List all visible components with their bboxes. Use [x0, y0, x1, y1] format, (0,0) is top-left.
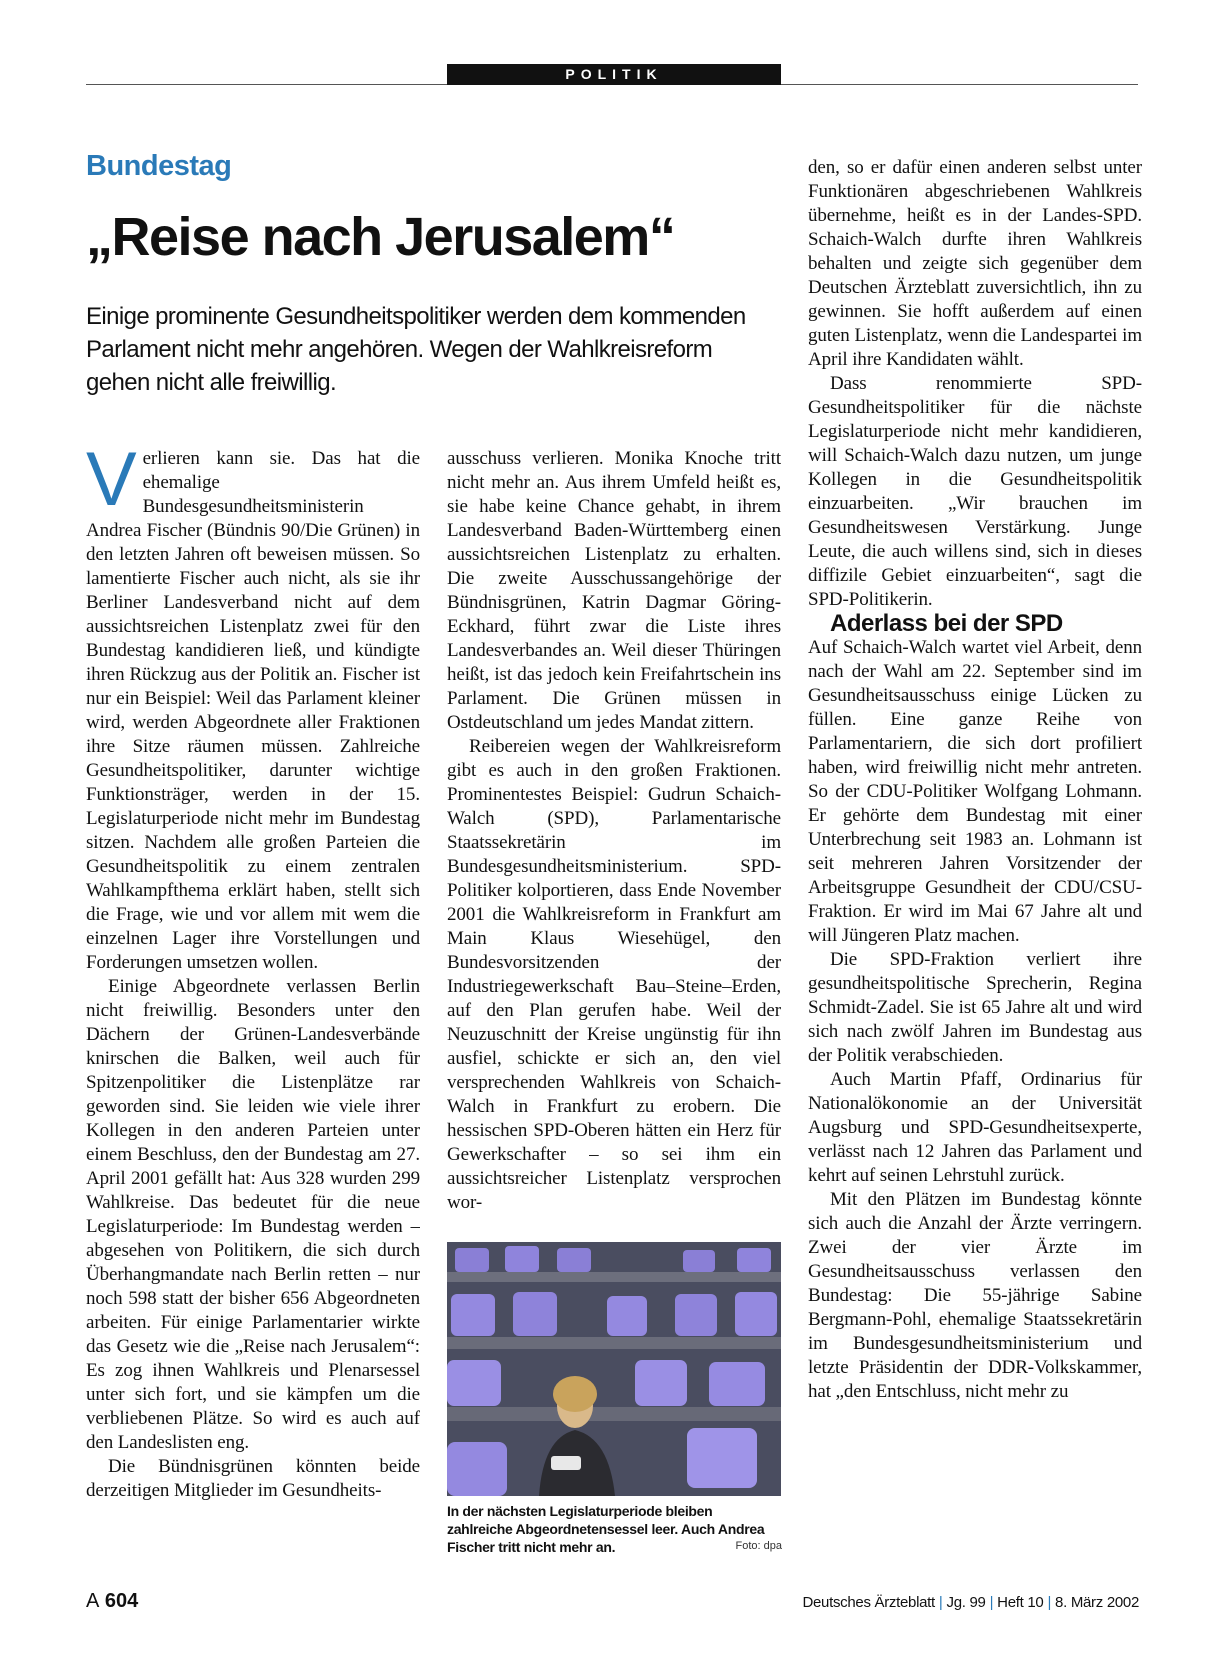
journal-citation: Deutsches Ärzteblatt | Jg. 99 | Heft 10 | 8. März 2002	[802, 1594, 1139, 1611]
article-column-2	[447, 447, 781, 1225]
paragraph: Auf Schaich-Walch wartet viel Arbeit, denn nach der Wahl am 22. September sind im Gesundheitsausschuss einige Lücken zu füllen. Eine ganze Reihe von Parlamentariern, die sich dort profiliert haben, wird freiwillig nicht mehr antreten. So der CDU-Politiker Wolfgang Lohmann. Er gehörte dem Bundestag mit einer Unterbrechung seit 1983 an. Lohmann ist seit mehreren Jahren Vorsitzender der Arbeitsgruppe Gesundheit der CDU/CSU-Fraktion. Er wird im Mai 67 Jahre alt und will Jüngeren Platz machen.	[808, 637, 1142, 946]
paragraph: Reibereien wegen der Wahlkreisreform gibt es auch in den großen Fraktionen. Prominentestes Beispiel: Gudrun Schaich-Walch (SPD), Parlamentarische Staatssekretärin im Bundesgesundheitsministerium. SPD-Politiker kolportieren, dass Ende November 2001 die Wahlkreisreform in Frankfurt am Main Klaus Wiesehügel, den Bundesvorsitzenden der Industriegewerkschaft Bau–Steine–Erden, auf den Plan gerufen habe. Weil der Neuzuschnitt der Kreise ungünstig für ihn ausfiel, schickte er sich an, den viel versprechenden Wahlkreis von Schaich-Walch in Frankfurt zu erobern. Die hessischen SPD-Oberen hätten ein Herz für Gewerkschafter – so sei ihm ein aussichtsreicher Listenplatz versprochen wor-	[447, 736, 781, 1213]
paragraph: Mit den Plätzen im Bundestag könnte sich auch die Anzahl der Ärzte verringern. Zwei der vier Ärzte im Gesundheitsausschuss verlassen den Bundestag: Die 55-jährige Sabine Bergmann-Pohl, ehemalige Staatssekretärin im Bundesgesundheitsministerium und letzte Präsidentin der DDR-Volkskammer, hat „den Entschluss, nicht mehr zu	[808, 1189, 1142, 1402]
journal-volume: Jg. 99	[946, 1594, 986, 1611]
paragraph: Auch Martin Pfaff, Ordinarius für Nationalökonomie an der Universität Augsburg und SPD-Gesundheitsexperte, verlässt nach 12 Jahren das Parlament und kehrt auf seinen Lehrstuhl zurück.	[808, 1069, 1142, 1186]
article-kicker: Bundestag	[86, 150, 232, 182]
paragraph: Verlieren kann sie. Das hat die ehemalige Bundesgesundheitsministerin Andrea Fischer (Bündnis 90/Die Grünen) in den letzten Jahren oft beweisen müssen. So lamentierte Fischer auch nicht, als sie ihr Berliner Landesverband nicht auf dem aussichtsreichen Listenplatz zwei für den Bundestag kandidieren ließ, und kündigte ihren Rückzug aus der Politik an. Fischer ist nur ein Beispiel: Weil das Parlament kleiner wird, werden Abgeordnete aller Fraktionen ihre Sitze räumen müssen. Zahlreiche Gesundheitspolitiker, darunter wichtige Funktionsträger, werden in der 15. Legislaturperiode nicht mehr im Bundestag sitzen. Nachdem alle großen Parteien die Gesundheitspolitik zu einem zentralen Wahlkampfthema erklärt haben, stellt sich die Frage, wie und vor allem mit wem die einzelnen Lager ihre Vorstellungen und Forderungen umsetzen wollen.	[86, 447, 420, 973]
journal-date: 8. März 2002	[1055, 1594, 1139, 1611]
article-title: „Reise nach Jerusalem“	[86, 207, 675, 267]
parliament-photo	[447, 1242, 781, 1496]
article-deck: Einige prominente Gesundheitspolitiker werden dem kommenden Parlament nicht mehr angehören. Wegen der Wahlkreisreform gehen nicht alle freiwillig.	[86, 303, 746, 396]
page-number: A 604	[86, 1590, 139, 1612]
photo-caption: In der nächsten Legislaturperiode bleiben zahlreiche Abgeordnetensessel leer. Auch Andrea Fischer tritt nicht mehr an.	[447, 1503, 765, 1555]
paragraph: Die SPD-Fraktion verliert ihre gesundheitspolitische Sprecherin, Regina Schmidt-Zadel. Sie ist 65 Jahre alt und wird sich nach zwölf Jahren im Bundestag aus der Politik verabschieden.	[808, 949, 1142, 1066]
article-column-1	[86, 447, 420, 1542]
journal-issue: Heft 10	[997, 1594, 1044, 1611]
paragraph: den, so er dafür einen anderen selbst unter Funktionären abgeschriebenen Wahlkreis übernehme, heißt es in der Landes-SPD. Schaich-Walch durfte ihren Wahlkreis behalten und zeigte sich gegenüber dem Deutschen Ärzteblatt zuversichtlich, ihn zu gewinnen. Sie hofft außerdem auf einen guten Listenplatz, wenn die Landespartei im April ihre Kandidaten wählt.	[808, 157, 1142, 370]
paragraph: ausschuss verlieren. Monika Knoche tritt nicht mehr an. Aus ihrem Umfeld heißt es, sie habe keine Chance gehabt, in ihrem Landesverband Baden-Württemberg einen aussichtsreichen Listenplatz zu erhalten. Die zweite Ausschussangehörige der Bündnisgrünen, Katrin Dagmar Göring-Eckhard, führt zwar die Liste ihres Landesverbandes an. Weil dieser Thüringen heißt, ist das jedoch kein Freifahrtschein ins Parlament. Die Grünen müssen in Ostdeutschland um jedes Mandat zittern.	[447, 448, 781, 733]
article-column-3	[808, 156, 1142, 1536]
section-label: POLITIK	[447, 64, 781, 85]
photo-credit: Foto: dpa	[735, 1540, 782, 1552]
paragraph: Dass renommierte SPD-Gesundheitspolitiker für die nächste Legislaturperiode nicht mehr kandidieren, will Schaich-Walch dazu nutzen, um junge Kollegen in die Gesundheitspolitik einzuarbeiten. „Wir brauchen im Gesundheitswesen Verstärkung. Junge Leute, die auch willens sind, sich in dieses diffizile Gebiet einzuarbeiten“, sagt die SPD-Politikerin.	[808, 373, 1142, 610]
section-subhead: Aderlass bei der SPD	[830, 610, 1063, 637]
journal-name: Deutsches Ärzteblatt	[802, 1594, 935, 1611]
drop-cap: V	[86, 447, 137, 522]
paragraph: Die Bündnisgrünen könnten beide derzeitigen Mitglieder im Gesundheits-	[86, 1456, 420, 1501]
paragraph: Einige Abgeordnete verlassen Berlin nicht freiwillig. Besonders unter den Dächern der Grünen-Landesverbände knirschen die Balken, weil auch für Spitzenpolitiker die Listenplätze rar geworden sind. Sie leiden wie viele ihrer Kollegen in den anderen Parteien unter einem Beschluss, den der Bundestag am 27. April 2001 gefällt hat: Aus 328 wurden 299 Wahlkreise. Das bedeutet für die neue Legislaturperiode: Im Bundestag werden – abgesehen von Politikern, die sich durch Überhangmandate nach Berlin retten – nur noch 598 statt der bisher 656 Abgeordneten arbeiten. Für einige Parlamentarier wirkte das Gesetz wie die „Reise nach Jerusalem“: Es zog ihnen Wahlkreis und Plenarsessel unter sich fort, und sie kämpfen um die verbliebenen Plätze. So wird es auch auf den Landeslisten eng.	[86, 976, 420, 1453]
